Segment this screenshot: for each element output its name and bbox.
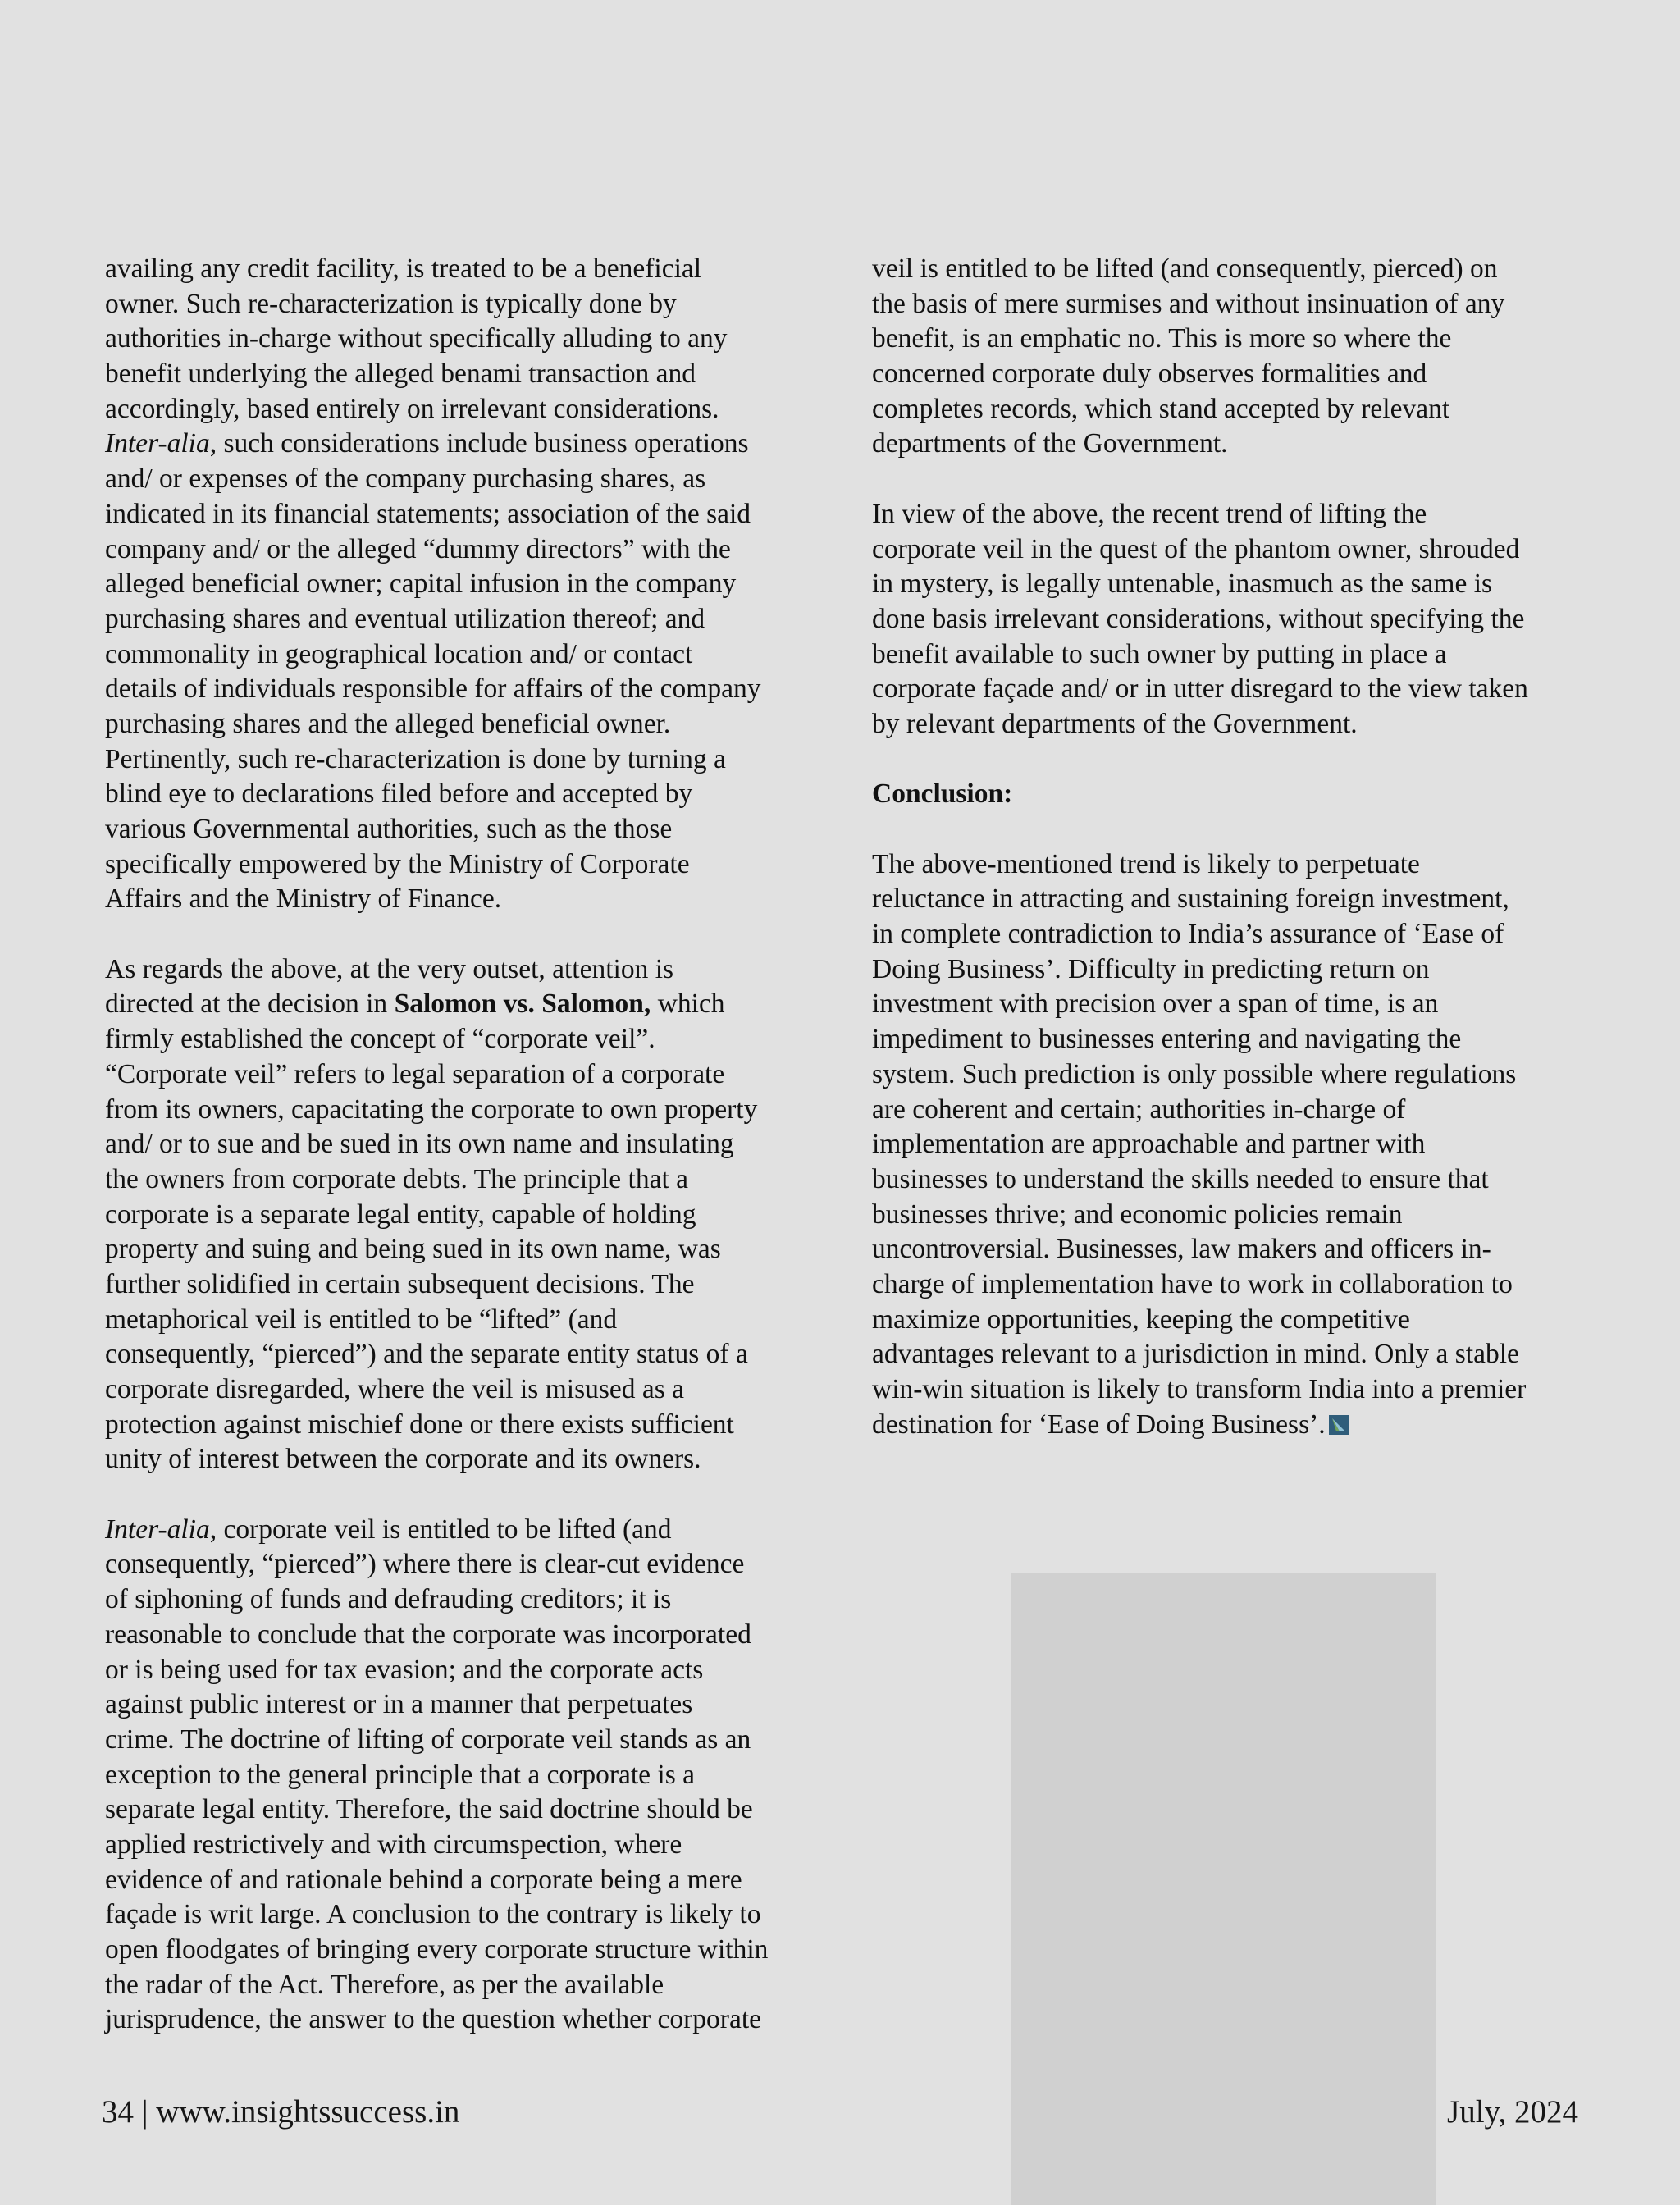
article-column-right bbox=[872, 252, 1594, 1442]
text-line: win-win situation is likely to transform India into a premier bbox=[872, 1374, 1527, 1404]
publication-end-logo-icon bbox=[1329, 1409, 1349, 1429]
text-line: in mystery, is legally untenable, inasmuch as the same is bbox=[872, 568, 1493, 600]
text-fragment: , such considerations include business operations bbox=[209, 428, 749, 459]
text-line: consequently, “pierced”) where there is clear-cut evidence bbox=[105, 1549, 745, 1580]
text-line: businesses thrive; and economic policies remain bbox=[872, 1198, 1403, 1230]
text-line: of siphoning of funds and defrauding creditors; it is bbox=[105, 1584, 672, 1615]
text-line: investment with precision over a span of time, is an bbox=[872, 988, 1439, 1020]
paragraph-gap bbox=[872, 462, 1594, 497]
article-column-left bbox=[105, 252, 827, 2038]
text-line: authorities in-charge without specifically alluding to any bbox=[105, 323, 728, 354]
text-line: the basis of mere surmises and without insinuation of any bbox=[872, 288, 1505, 319]
text-line: and/ or expenses of the company purchasing shares, as bbox=[105, 463, 706, 495]
text-line: maximize opportunities, keeping the competitive bbox=[872, 1303, 1410, 1335]
paragraph-4 bbox=[872, 252, 1594, 462]
text-line: various Governmental authorities, such as the those bbox=[105, 814, 673, 844]
text-line: or is being used for tax evasion; and the corporate acts bbox=[105, 1654, 704, 1685]
text-line: accordingly, based entirely on irrelevant considerations. bbox=[105, 393, 719, 424]
text-line: completes records, which stand accepted by relevant bbox=[872, 393, 1450, 424]
text-fragment: , corporate veil is entitled to be lifted (and bbox=[209, 1513, 672, 1545]
text-line: commonality in geographical location and/ or contact bbox=[105, 638, 693, 669]
conclusion-heading: Conclusion: bbox=[872, 778, 1013, 810]
text-line bbox=[105, 427, 827, 462]
text-fragment: destination for ‘Ease of Doing Business’. bbox=[872, 1408, 1326, 1440]
text-line: The above-mentioned trend is likely to perpetuate bbox=[872, 848, 1420, 879]
text-line: and/ or to sue and be sued in its own name and insulating bbox=[105, 1129, 734, 1160]
paragraph-gap bbox=[872, 812, 1594, 847]
section-heading bbox=[872, 777, 1594, 812]
text-line: unity of interest between the corporate and its owners. bbox=[105, 1444, 701, 1475]
text-line: company and/ or the alleged “dummy directors” with the bbox=[105, 533, 731, 564]
text-line: separate legal entity. Therefore, the said doctrine should be bbox=[105, 1794, 753, 1825]
text-line: corporate veil in the quest of the phantom owner, shrouded bbox=[872, 533, 1520, 564]
text-line: blind eye to declarations filed before and accepted by bbox=[105, 778, 693, 810]
text-line: availing any credit facility, is treated to be a beneficial bbox=[105, 253, 702, 284]
paragraph-gap bbox=[105, 917, 827, 952]
text-line: indicated in its financial statements; association of the said bbox=[105, 498, 751, 529]
text-line: purchasing shares and the alleged beneficial owner. bbox=[105, 708, 671, 739]
text-line: protection against mischief done or there exists sufficient bbox=[105, 1408, 734, 1440]
text-line: are coherent and certain; authorities in-charge of bbox=[872, 1093, 1406, 1125]
text-line bbox=[872, 1408, 1594, 1443]
text-line: jurisprudence, the answer to the question whether corporate bbox=[105, 2004, 761, 2035]
text-line: advantages relevant to a jurisdiction in mind. Only a stable bbox=[872, 1339, 1519, 1370]
paragraph-6 bbox=[872, 847, 1594, 1443]
text-line: specifically empowered by the Ministry of Corporate bbox=[105, 848, 690, 879]
text-line: benefit available to such owner by putting in place a bbox=[872, 638, 1447, 669]
text-line: the owners from corporate debts. The principle that a bbox=[105, 1163, 689, 1194]
text-line: metaphorical veil is entitled to be “lifted” (and bbox=[105, 1303, 618, 1335]
text-line: impediment to businesses entering and navigating the bbox=[872, 1024, 1462, 1055]
text-line: benefit underlying the alleged benami transaction and bbox=[105, 358, 696, 390]
text-line: veil is entitled to be lifted (and consequently, pierced) on bbox=[872, 253, 1498, 284]
text-line: in complete contradiction to India’s assurance of ‘Ease of bbox=[872, 919, 1504, 950]
text-line: system. Such prediction is only possible where regulations bbox=[872, 1058, 1517, 1089]
text-line: implementation are approachable and partner with bbox=[872, 1129, 1426, 1160]
text-line: benefit, is an emphatic no. This is more so where the bbox=[872, 323, 1452, 354]
text-line: property and suing and being sued in its own name, was bbox=[105, 1234, 721, 1265]
paragraph-1 bbox=[105, 252, 827, 917]
text-line: businesses to understand the skills needed to ensure that bbox=[872, 1163, 1489, 1194]
text-line: from its owners, capacitating the corporate to own property bbox=[105, 1093, 758, 1125]
text-line: departments of the Government. bbox=[872, 428, 1228, 459]
text-line: details of individuals responsible for affairs of the company bbox=[105, 673, 761, 705]
footer-page-and-site: 34 | www.insightssuccess.in bbox=[102, 2094, 460, 2130]
text-line bbox=[105, 987, 827, 1022]
text-line: exception to the general principle that a corporate is a bbox=[105, 1759, 696, 1790]
text-line: done basis irrelevant considerations, without specifying the bbox=[872, 603, 1525, 634]
italic-term: Inter-alia bbox=[105, 1513, 210, 1545]
text-line: Pertinently, such re-characterization is done by turning a bbox=[105, 743, 726, 774]
text-line: applied restrictively and with circumspection, where bbox=[105, 1828, 682, 1860]
text-line: “Corporate veil” refers to legal separation of a corporate bbox=[105, 1058, 725, 1089]
text-line: As regards the above, at the very outset, attention is bbox=[105, 953, 674, 984]
text-line: Affairs and the Ministry of Finance. bbox=[105, 883, 502, 915]
text-line: consequently, “pierced”) and the separate entity status of a bbox=[105, 1339, 748, 1370]
text-line: further solidified in certain subsequent decisions. The bbox=[105, 1268, 695, 1299]
text-line: alleged beneficial owner; capital infusion in the company bbox=[105, 568, 737, 600]
paragraph-gap bbox=[105, 1477, 827, 1513]
paragraph-2 bbox=[105, 952, 827, 1477]
case-name: Salomon vs. Salomon, bbox=[394, 988, 651, 1020]
paragraph-3 bbox=[105, 1513, 827, 2038]
paragraph-gap bbox=[872, 742, 1594, 778]
text-line: corporate façade and/ or in utter disregard to the view taken bbox=[872, 673, 1528, 705]
text-line: owner. Such re-characterization is typically done by bbox=[105, 288, 677, 319]
text-line: reasonable to conclude that the corporate was incorporated bbox=[105, 1618, 751, 1650]
text-line bbox=[105, 1513, 827, 1548]
footer-issue-date: July, 2024 bbox=[1447, 2094, 1578, 2130]
text-line: by relevant departments of the Government. bbox=[872, 708, 1358, 739]
text-line: concerned corporate duly observes formalities and bbox=[872, 358, 1427, 390]
text-line: open floodgates of bringing every corporate structure within bbox=[105, 1934, 769, 1965]
text-line: façade is writ large. A conclusion to the contrary is likely to bbox=[105, 1899, 761, 1930]
text-fragment: directed at the decision in bbox=[105, 988, 395, 1020]
text-fragment: which bbox=[651, 988, 725, 1020]
text-line: uncontroversial. Businesses, law makers and officers in- bbox=[872, 1234, 1491, 1265]
text-line: crime. The doctrine of lifting of corporate veil stands as an bbox=[105, 1723, 751, 1755]
text-line: reluctance in attracting and sustaining foreign investment, bbox=[872, 883, 1509, 915]
text-line: corporate is a separate legal entity, capable of holding bbox=[105, 1198, 696, 1230]
italic-term: Inter-alia bbox=[105, 428, 210, 459]
text-line: purchasing shares and eventual utilization thereof; and bbox=[105, 603, 705, 634]
text-line: against public interest or in a manner that perpetuates bbox=[105, 1689, 693, 1720]
decorative-gray-panel bbox=[1011, 1573, 1436, 2205]
text-line: In view of the above, the recent trend of lifting the bbox=[872, 498, 1427, 529]
text-line: Doing Business’. Difficulty in predicting return on bbox=[872, 953, 1430, 984]
text-line: firmly established the concept of “corporate veil”. bbox=[105, 1024, 655, 1055]
text-line: corporate disregarded, where the veil is misused as a bbox=[105, 1374, 685, 1404]
text-line: charge of implementation have to work in collaboration to bbox=[872, 1268, 1513, 1299]
text-line: evidence of and rationale behind a corporate being a mere bbox=[105, 1864, 742, 1895]
text-line: the radar of the Act. Therefore, as per the available bbox=[105, 1969, 664, 2000]
paragraph-5 bbox=[872, 497, 1594, 742]
